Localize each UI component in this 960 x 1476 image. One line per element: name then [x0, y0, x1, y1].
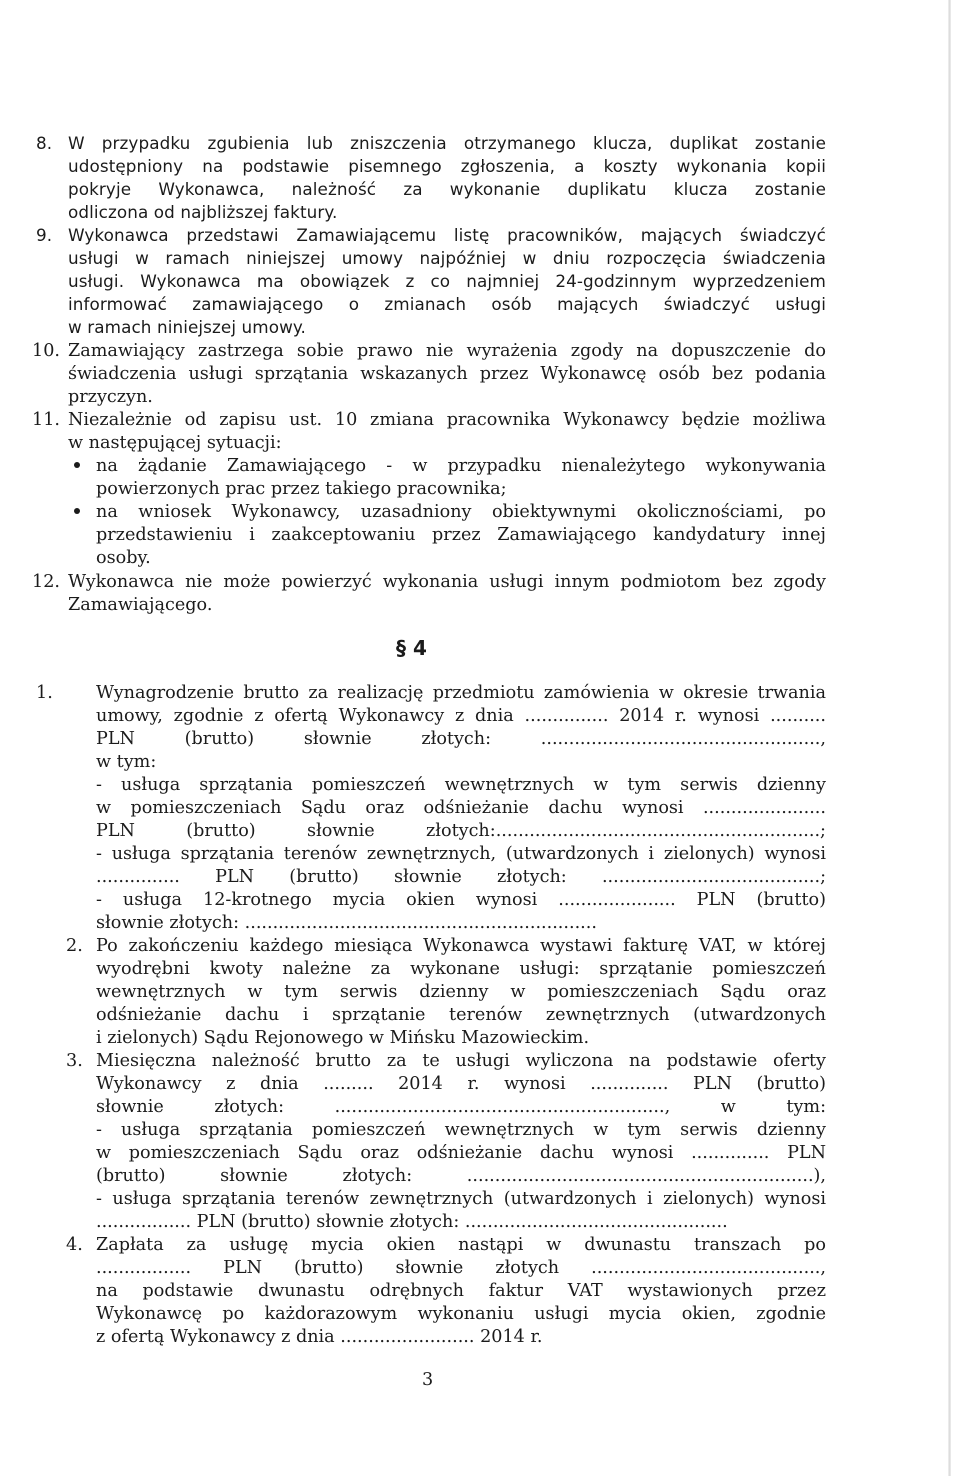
item-number: 11. [32, 410, 60, 430]
item-text-line: informować zamawiającego o zmianach osób mających świadczyć usługi [68, 294, 826, 314]
item-text-line: Wynagrodzenie brutto za realizację przedmiotu zamówienia w okresie trwania [96, 683, 826, 703]
item-text-line: w tym: [96, 752, 157, 772]
item-text-line: Niezależnie od zapisu ust. 10 zmiana pracownika Wykonawcy będzie możliwa [68, 410, 826, 430]
item-text-line: w pomieszczeniach Sądu oraz odśnieżanie dachu wynosi .............. PLN [96, 1143, 826, 1163]
item-text-line: odśnieżanie dachu i sprzątanie terenów zewnętrznych (utwardzonych [96, 1005, 826, 1025]
item-number: 10. [32, 341, 60, 361]
item-text-line: w pomieszczeniach Sądu oraz odśnieżanie dachu wynosi ...................... [96, 798, 826, 818]
item-text-line: świadczenia usługi sprzątania wskazanych przez Wykonawcę osób bez podania [68, 364, 826, 384]
item-text-line: (brutto) słownie złotych: ..............................................................), [96, 1166, 826, 1186]
item-number: 4. [66, 1235, 83, 1255]
bullet-text-line: na wniosek Wykonawcy, uzasadniony obiektywnymi okolicznościami, po [96, 502, 826, 522]
item-text-line: Po zakończeniu każdego miesiąca Wykonawca wystawi fakturę VAT, w której [96, 936, 826, 956]
item-text-line: udostępniony na podstawie pisemnego zgłoszenia, a koszty wykonania kopii [68, 156, 826, 176]
item-text-line: ............... PLN (brutto) słownie złotych: .......................................; [96, 867, 826, 887]
item-text-line: Wykonawcy z dnia ......... 2014 r. wynosi .............. PLN (brutto) [96, 1074, 826, 1094]
item-text-line: w następującej sytuacji: [68, 433, 282, 453]
item-text-line: odliczona od najbliższej faktury. [68, 202, 338, 222]
item-text-line: i zielonych) Sądu Rejonowego w Mińsku Mazowieckim. [96, 1028, 590, 1048]
item-text-line: w ramach niniejszej umowy. [68, 317, 306, 337]
page-number: 3 [422, 1370, 434, 1390]
bullet-text-line: osoby. [96, 548, 151, 568]
item-text-line: przyczyn. [68, 387, 153, 407]
bullet-dot [74, 508, 80, 514]
item-text-line: Wykonawcę po każdorazowym wykonaniu usługi mycia okien, zgodnie [96, 1304, 826, 1324]
item-text-line: usługi w ramach niniejszej umowy najpóźniej w dniu rozpoczęcia świadczenia [68, 248, 826, 268]
item-text-line: usługi. Wykonawca ma obowiązek z co najmniej 24-godzinnym wyprzedzeniem [68, 271, 826, 291]
item-text-line: Zamawiającego. [68, 595, 213, 615]
item-number: 1. [36, 683, 53, 703]
item-number: 3. [66, 1051, 83, 1071]
item-text-line: Zamawiający zastrzega sobie prawo nie wyrażenia zgody na dopuszczenie do [68, 341, 826, 361]
item-text-line: Wykonawca nie może powierzyć wykonania usługi innym podmiotom bez zgody [68, 572, 826, 592]
item-text-line: Wykonawca przedstawi Zamawiającemu listę pracowników, mających świadczyć [68, 225, 826, 245]
bullet-text-line: powierzonych prac przez takiego pracownika; [96, 479, 507, 499]
item-text-line: pokryje Wykonawca, należność za wykonanie duplikatu klucza zostanie [68, 179, 826, 199]
item-text-line: ................. PLN (brutto) słownie złotych ........................................., [96, 1258, 826, 1278]
page-edge-shadow [948, 0, 951, 1476]
item-text-line: ................. PLN (brutto) słownie złotych: ............................................... [96, 1212, 728, 1232]
item-text-line: PLN (brutto) słownie złotych: .................................................., [96, 729, 826, 749]
item-text-line: - usługa sprzątania terenów zewnętrznych, (utwardzonych i zielonych) wynosi [96, 844, 826, 864]
section-header: § 4 [396, 636, 427, 660]
item-text-line: na podstawie dwunastu odrębnych faktur VAT wystawionych przez [96, 1281, 826, 1301]
item-text-line: W przypadku zgubienia lub zniszczenia otrzymanego klucza, duplikat zostanie [68, 133, 826, 153]
item-text-line: - usługa sprzątania terenów zewnętrznych (utwardzonych i zielonych) wynosi [96, 1189, 826, 1209]
item-text-line: umowy, zgodnie z ofertą Wykonawcy z dnia ............... 2014 r. wynosi .......... [96, 706, 826, 726]
item-text-line: - usługa sprzątania pomieszczeń wewnętrznych w tym serwis dzienny [96, 775, 826, 795]
item-text-line: - usługa 12-krotnego mycia okien wynosi ..................... PLN (brutto) [96, 890, 826, 910]
item-number: 2. [66, 936, 83, 956]
item-number: 12. [32, 572, 60, 592]
item-text-line: z ofertą Wykonawcy z dnia ........................ 2014 r. [96, 1327, 543, 1347]
item-text-line: Miesięczna należność brutto za te usługi wyliczona na podstawie oferty [96, 1051, 826, 1071]
item-text-line: wewnętrznych w tym serwis dzienny w pomieszczeniach Sądu oraz [96, 982, 826, 1002]
item-number: 9. [36, 225, 53, 245]
item-text-line: słownie złotych: ..........................................................., w tym: [96, 1097, 826, 1117]
bullet-text-line: przedstawieniu i zaakceptowaniu przez Zamawiającego kandydatury innej [96, 525, 826, 545]
item-text-line: słownie złotych: ............................................................... [96, 913, 597, 933]
item-text-line: wyodrębni kwoty należne za wykonane usługi: sprzątanie pomieszczeń [96, 959, 826, 979]
item-number: 8. [36, 133, 53, 153]
item-text-line: - usługa sprzątania pomieszczeń wewnętrznych w tym serwis dzienny [96, 1120, 826, 1140]
item-text-line: Zapłata za usługę mycia okien nastąpi w dwunastu transzach po [96, 1235, 826, 1255]
item-text-line: PLN (brutto) słownie złotych:..........................................................; [96, 821, 826, 841]
bullet-text-line: na żądanie Zamawiającego - w przypadku nienależytego wykonywania [96, 456, 826, 476]
bullet-dot [74, 462, 80, 468]
